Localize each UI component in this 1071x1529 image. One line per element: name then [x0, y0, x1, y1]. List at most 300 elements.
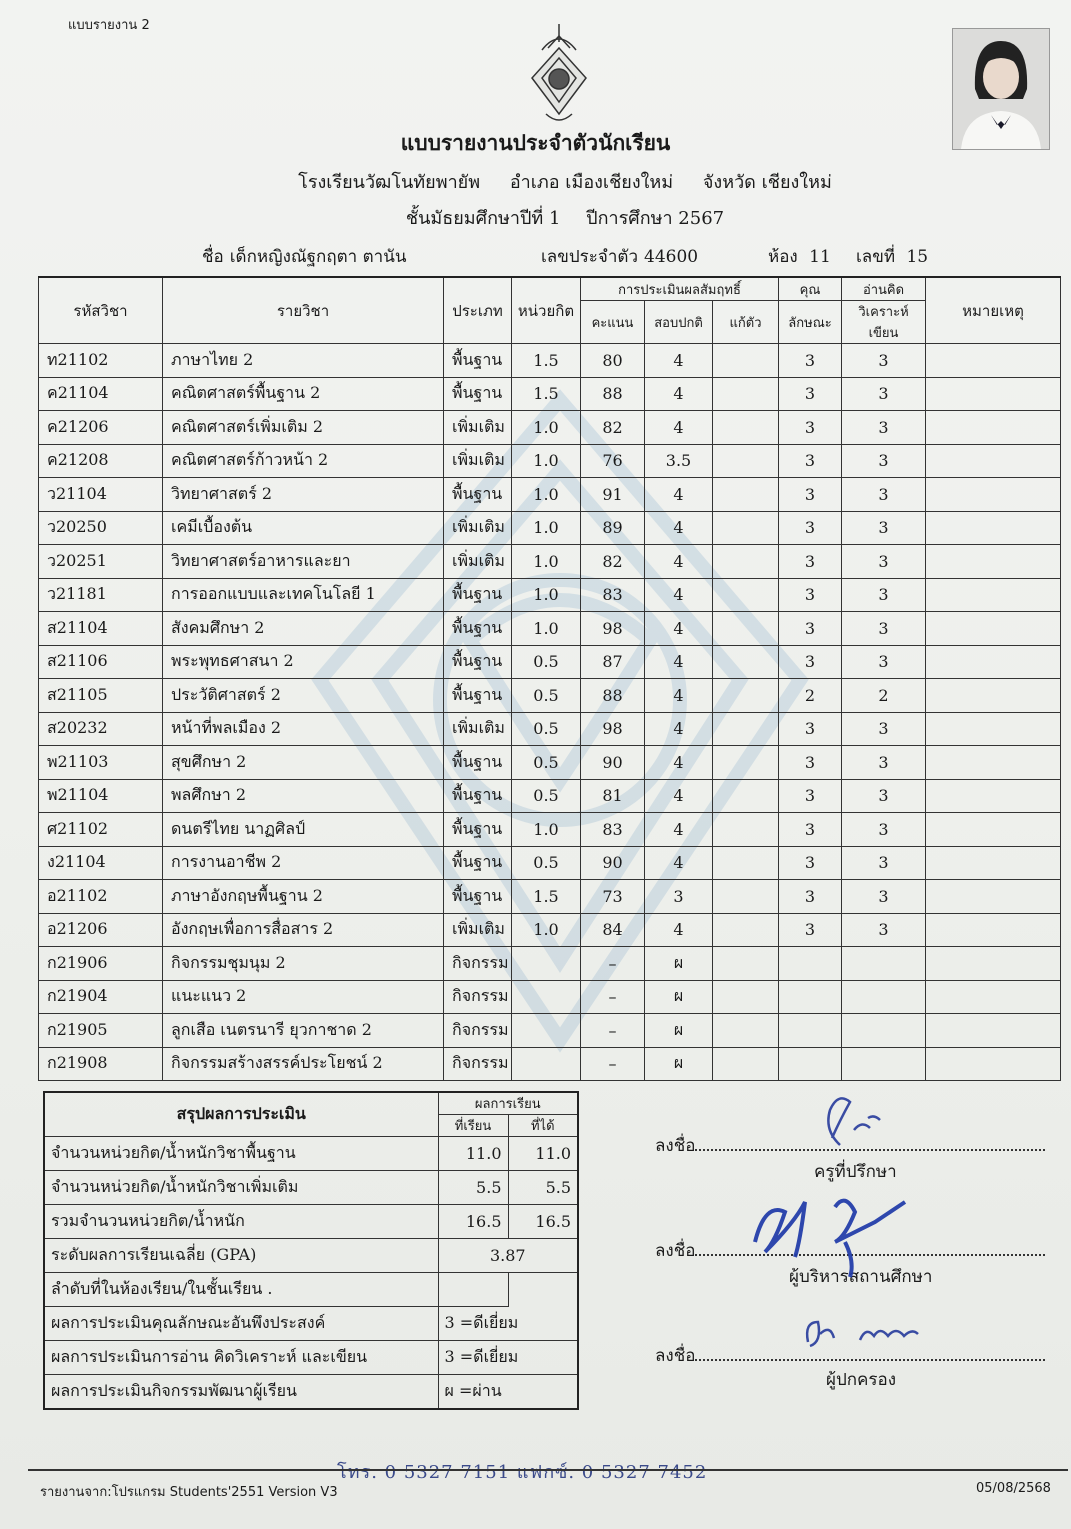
table-row: [39, 645, 1061, 679]
cell-read: 3: [842, 344, 926, 378]
cell-read: 3: [842, 478, 926, 512]
cell-char: 3: [779, 913, 842, 947]
cell-credit: 0.5: [512, 779, 581, 813]
cell-read: 3: [842, 746, 926, 780]
cell-char: 3: [779, 377, 842, 411]
cell-score: 89: [581, 511, 645, 545]
cell-score: –: [581, 1014, 645, 1048]
cell-score: 80: [581, 344, 645, 378]
cell-score: 82: [581, 545, 645, 579]
academic-year: ปีการศึกษา 2567: [586, 208, 725, 229]
header-char-2: ลักษณะ: [779, 301, 842, 344]
cell-type: พื้นฐาน: [444, 612, 512, 646]
cell-remark: [926, 846, 1061, 880]
table-row: [39, 846, 1061, 880]
cell-credit: [512, 1047, 581, 1081]
grades-table: [38, 276, 1061, 1081]
cell-retest: [713, 947, 779, 981]
cell-subject: สุขศึกษา 2: [163, 746, 444, 780]
cell-normal: 4: [645, 779, 713, 813]
cell-code: ส21106: [39, 645, 163, 679]
parent-signature: [800, 1312, 925, 1356]
student-id: 44600: [644, 247, 699, 267]
cell-read: 3: [842, 779, 926, 813]
cell-normal: ผ: [645, 947, 713, 981]
cell-score: 83: [581, 813, 645, 847]
student-name-line: [202, 243, 406, 270]
cell-retest: [713, 1014, 779, 1048]
cell-normal: 4: [645, 377, 713, 411]
table-row: [39, 444, 1061, 478]
table-row: [39, 947, 1061, 981]
header-achievement: การประเมินผลสัมฤทธิ์: [581, 277, 779, 301]
table-row: [39, 746, 1061, 780]
cell-type: กิจกรรม: [444, 1014, 512, 1048]
cell-code: อ21102: [39, 880, 163, 914]
table-row: [39, 779, 1061, 813]
cell-normal: 4: [645, 344, 713, 378]
cell-type: พื้นฐาน: [444, 578, 512, 612]
cell-retest: [713, 746, 779, 780]
cell-credit: 1.0: [512, 913, 581, 947]
table-row: [39, 344, 1061, 378]
summary-result-header: ผลการเรียน: [438, 1092, 578, 1115]
cell-normal: ผ: [645, 1014, 713, 1048]
header-remark: หมายเหตุ: [926, 277, 1061, 344]
cell-type: กิจกรรม: [444, 980, 512, 1014]
cell-code: ว21181: [39, 578, 163, 612]
cell-read: 3: [842, 712, 926, 746]
cell-retest: [713, 1047, 779, 1081]
cell-credit: 1.5: [512, 880, 581, 914]
basic-credit-enrolled: 11.0: [438, 1137, 508, 1171]
cell-credit: 0.5: [512, 846, 581, 880]
table-row: [39, 612, 1061, 646]
cell-score: 81: [581, 779, 645, 813]
summary-col-enrolled: ที่เรียน: [438, 1115, 508, 1137]
cell-score: –: [581, 1047, 645, 1081]
cell-subject: เคมีเบื้องต้น: [163, 511, 444, 545]
cell-score: –: [581, 947, 645, 981]
cell-char: 3: [779, 478, 842, 512]
cell-retest: [713, 411, 779, 445]
cell-type: พื้นฐาน: [444, 377, 512, 411]
cell-subject: พระพุทธศาสนา 2: [163, 645, 444, 679]
seat-line: [856, 243, 928, 270]
cell-remark: [926, 980, 1061, 1014]
seat-number: 15: [906, 247, 929, 267]
cell-code: ก21908: [39, 1047, 163, 1081]
cell-credit: [512, 980, 581, 1014]
cell-read: [842, 947, 926, 981]
cell-type: เพิ่มเติม: [444, 511, 512, 545]
cell-code: ว20250: [39, 511, 163, 545]
cell-credit: 1.5: [512, 344, 581, 378]
cell-char: 3: [779, 712, 842, 746]
cell-read: 3: [842, 645, 926, 679]
cell-remark: [926, 578, 1061, 612]
cell-retest: [713, 779, 779, 813]
cell-code: ค21208: [39, 444, 163, 478]
room-number: 11: [809, 247, 831, 267]
footer-rule: [28, 1469, 1068, 1471]
cell-credit: 1.0: [512, 578, 581, 612]
cell-credit: 1.0: [512, 444, 581, 478]
cell-credit: [512, 947, 581, 981]
activity-eval-label: ผลการประเมินกิจกรรมพัฒนาผู้เรียน: [44, 1375, 438, 1410]
id-label: เลขประจำตัว: [541, 247, 638, 267]
report-title: แบบรายงานประจำตัวนักเรียน: [400, 130, 671, 155]
cell-type: เพิ่มเติม: [444, 411, 512, 445]
cell-normal: 4: [645, 712, 713, 746]
form-number: แบบรายงาน 2: [68, 18, 150, 33]
cell-score: 91: [581, 478, 645, 512]
header-subject: รายวิชา: [163, 277, 444, 344]
cell-read: 3: [842, 846, 926, 880]
cell-type: พื้นฐาน: [444, 679, 512, 713]
cell-code: ก21905: [39, 1014, 163, 1048]
summary-col-earned: ที่ได้: [508, 1115, 578, 1137]
cell-credit: 1.0: [512, 478, 581, 512]
cell-remark: [926, 645, 1061, 679]
cell-score: 90: [581, 846, 645, 880]
rank-class: [438, 1273, 508, 1307]
read-eval-label: ผลการประเมินการอ่าน คิดวิเคราะห์ และเขียน: [44, 1341, 438, 1375]
cell-read: 3: [842, 612, 926, 646]
cell-credit: 0.5: [512, 645, 581, 679]
cell-code: ศ21102: [39, 813, 163, 847]
cell-remark: [926, 511, 1061, 545]
cell-retest: [713, 545, 779, 579]
cell-remark: [926, 712, 1061, 746]
cell-code: ก21906: [39, 947, 163, 981]
director-signature: [745, 1182, 915, 1282]
cell-subject: คณิตศาสตร์ก้าวหน้า 2: [163, 444, 444, 478]
cell-credit: 0.5: [512, 746, 581, 780]
cell-char: [779, 947, 842, 981]
cell-score: –: [581, 980, 645, 1014]
cell-char: 3: [779, 779, 842, 813]
cell-score: 83: [581, 578, 645, 612]
cell-code: อ21206: [39, 913, 163, 947]
cell-retest: [713, 880, 779, 914]
cell-normal: 4: [645, 411, 713, 445]
cell-remark: [926, 545, 1061, 579]
rank-label: ลำดับที่ในห้องเรียน/ในชั้นเรียน .: [44, 1273, 438, 1307]
cell-remark: [926, 478, 1061, 512]
advisor-signature: [810, 1090, 890, 1150]
cell-score: 76: [581, 444, 645, 478]
cell-subject: กิจกรรมสร้างสรรค์ประโยชน์ 2: [163, 1047, 444, 1081]
table-row: [39, 377, 1061, 411]
cell-code: ว20251: [39, 545, 163, 579]
cell-code: ก21904: [39, 980, 163, 1014]
extra-credit-label: จำนวนหน่วยกิต/น้ำหนักวิชาเพิ่มเติม: [44, 1171, 438, 1205]
cell-credit: 1.0: [512, 612, 581, 646]
cell-subject: คณิตศาสตร์เพิ่มเติม 2: [163, 411, 444, 445]
cell-remark: [926, 880, 1061, 914]
cell-score: 88: [581, 679, 645, 713]
cell-subject: การงานอาชีพ 2: [163, 846, 444, 880]
cell-normal: 4: [645, 645, 713, 679]
cell-char: 3: [779, 411, 842, 445]
cell-type: พื้นฐาน: [444, 746, 512, 780]
cell-normal: 4: [645, 813, 713, 847]
char-eval-label: ผลการประเมินคุณลักษณะอันพึงประสงค์: [44, 1307, 438, 1341]
read-eval-value: 3 =ดีเยี่ยม: [438, 1341, 578, 1375]
cell-char: 3: [779, 344, 842, 378]
student-name: เด็กหญิงณัฐกฤตา ตานัน: [229, 247, 407, 267]
cell-remark: [926, 947, 1061, 981]
cell-retest: [713, 478, 779, 512]
cell-code: ว21104: [39, 478, 163, 512]
cell-score: 84: [581, 913, 645, 947]
cell-credit: 1.0: [512, 813, 581, 847]
table-row: [39, 813, 1061, 847]
cell-remark: [926, 344, 1061, 378]
table-row: [39, 578, 1061, 612]
extra-credit-earned: 5.5: [508, 1171, 578, 1205]
cell-char: 3: [779, 444, 842, 478]
advisor-role: ครูที่ปรึกษา: [814, 1162, 897, 1182]
cell-score: 98: [581, 712, 645, 746]
table-row: [39, 511, 1061, 545]
cell-credit: 1.0: [512, 411, 581, 445]
cell-read: [842, 1014, 926, 1048]
cell-code: พ21104: [39, 779, 163, 813]
cell-subject: ภาษาอังกฤษพื้นฐาน 2: [163, 880, 444, 914]
cell-code: พ21103: [39, 746, 163, 780]
cell-type: กิจกรรม: [444, 947, 512, 981]
summary-title: สรุปผลการประเมิน: [44, 1092, 438, 1137]
cell-read: 3: [842, 578, 926, 612]
room-label: ห้อง: [768, 247, 798, 267]
cell-read: 3: [842, 880, 926, 914]
cell-subject: ภาษาไทย 2: [163, 344, 444, 378]
cell-read: [842, 980, 926, 1014]
cell-score: 88: [581, 377, 645, 411]
summary-table: [43, 1091, 579, 1410]
rank-grade: [508, 1273, 578, 1307]
cell-subject: วิทยาศาสตร์อาหารและยา: [163, 545, 444, 579]
cell-char: [779, 1014, 842, 1048]
director-sign-label: ลงชื่อ: [655, 1241, 696, 1261]
cell-type: พื้นฐาน: [444, 344, 512, 378]
cell-code: ค21104: [39, 377, 163, 411]
cell-subject: ประวัติศาสตร์ 2: [163, 679, 444, 713]
cell-read: 3: [842, 444, 926, 478]
cell-retest: [713, 444, 779, 478]
cell-char: [779, 980, 842, 1014]
total-credit-earned: 16.5: [508, 1205, 578, 1239]
table-row: [39, 478, 1061, 512]
cell-char: [779, 1047, 842, 1081]
cell-type: พื้นฐาน: [444, 813, 512, 847]
school-phone: โทร. 0 5327 7151 แฟกซ์. 0 5327 7452: [337, 1462, 708, 1483]
footer-date: 05/08/2568: [976, 1481, 1051, 1496]
cell-char: 2: [779, 679, 842, 713]
cell-subject: วิทยาศาสตร์ 2: [163, 478, 444, 512]
cell-credit: 1.0: [512, 545, 581, 579]
header-char-1: คุณ: [779, 277, 842, 301]
gpa-label: ระดับผลการเรียนเฉลี่ย (GPA): [44, 1239, 438, 1273]
table-row: [39, 679, 1061, 713]
activity-eval-value: ผ =ผ่าน: [438, 1375, 578, 1410]
cell-normal: 4: [645, 612, 713, 646]
total-credit-enrolled: 16.5: [438, 1205, 508, 1239]
cell-remark: [926, 1014, 1061, 1048]
cell-remark: [926, 377, 1061, 411]
student-id-line: [541, 243, 698, 270]
school-emblem-icon: [528, 22, 590, 128]
cell-subject: การออกแบบและเทคโนโลยี 1: [163, 578, 444, 612]
grade-line: [0, 203, 1071, 232]
cell-type: กิจกรรม: [444, 1047, 512, 1081]
province-name: จังหวัด เชียงใหม่: [702, 172, 832, 193]
cell-read: [842, 1047, 926, 1081]
cell-normal: 4: [645, 578, 713, 612]
cell-char: 3: [779, 578, 842, 612]
cell-normal: 4: [645, 679, 713, 713]
cell-normal: ผ: [645, 1047, 713, 1081]
cell-remark: [926, 444, 1061, 478]
footer-program: รายงานจาก:โปรแกรม Students'2551 Version V3: [40, 1485, 338, 1500]
cell-char: 3: [779, 746, 842, 780]
cell-char: 3: [779, 545, 842, 579]
cell-retest: [713, 511, 779, 545]
cell-subject: สังคมศึกษา 2: [163, 612, 444, 646]
school-name: โรงเรียนวัฒโนทัยพายัพ: [298, 172, 481, 193]
cell-type: พื้นฐาน: [444, 880, 512, 914]
cell-type: เพิ่มเติม: [444, 545, 512, 579]
cell-remark: [926, 913, 1061, 947]
cell-normal: 4: [645, 545, 713, 579]
cell-retest: [713, 846, 779, 880]
cell-code: ส20232: [39, 712, 163, 746]
cell-char: 3: [779, 612, 842, 646]
cell-type: เพิ่มเติม: [444, 712, 512, 746]
cell-read: 3: [842, 511, 926, 545]
cell-subject: อังกฤษเพื่อการสื่อสาร 2: [163, 913, 444, 947]
cell-normal: 4: [645, 846, 713, 880]
cell-type: เพิ่มเติม: [444, 444, 512, 478]
cell-code: ง21104: [39, 846, 163, 880]
cell-code: ส21105: [39, 679, 163, 713]
cell-subject: พลศึกษา 2: [163, 779, 444, 813]
table-row: [39, 913, 1061, 947]
cell-credit: 0.5: [512, 712, 581, 746]
header-score: คะแนน: [581, 301, 645, 344]
seat-label: เลขที่: [856, 247, 896, 267]
cell-subject: หน้าที่พลเมือง 2: [163, 712, 444, 746]
cell-retest: [713, 679, 779, 713]
cell-retest: [713, 813, 779, 847]
school-line: [0, 167, 1071, 196]
total-credit-label: รวมจำนวนหน่วยกิต/น้ำหนัก: [44, 1205, 438, 1239]
cell-subject: แนะแนว 2: [163, 980, 444, 1014]
table-row: [39, 411, 1061, 445]
cell-read: 2: [842, 679, 926, 713]
cell-type: พื้นฐาน: [444, 779, 512, 813]
cell-remark: [926, 1047, 1061, 1081]
header-read-1: อ่านคิด: [842, 277, 926, 301]
cell-subject: ลูกเสือ เนตรนารี ยุวกาชาด 2: [163, 1014, 444, 1048]
cell-code: ท21102: [39, 344, 163, 378]
table-row: [39, 880, 1061, 914]
parent-sign-label: ลงชื่อ: [655, 1346, 696, 1366]
director-role: ผู้บริหารสถานศึกษา: [789, 1267, 933, 1287]
cell-normal: 3.5: [645, 444, 713, 478]
cell-read: 3: [842, 813, 926, 847]
gpa-value: 3.87: [438, 1239, 578, 1273]
cell-char: 3: [779, 511, 842, 545]
cell-score: 87: [581, 645, 645, 679]
cell-credit: 1.0: [512, 511, 581, 545]
cell-normal: 3: [645, 880, 713, 914]
cell-subject: คณิตศาสตร์พื้นฐาน 2: [163, 377, 444, 411]
cell-remark: [926, 813, 1061, 847]
cell-type: พื้นฐาน: [444, 846, 512, 880]
cell-char: 3: [779, 645, 842, 679]
cell-char: 3: [779, 846, 842, 880]
basic-credit-label: จำนวนหน่วยกิต/น้ำหนักวิชาพื้นฐาน: [44, 1137, 438, 1171]
cell-code: ส21104: [39, 612, 163, 646]
cell-subject: กิจกรรมชุมนุม 2: [163, 947, 444, 981]
cell-remark: [926, 411, 1061, 445]
cell-score: 82: [581, 411, 645, 445]
extra-credit-enrolled: 5.5: [438, 1171, 508, 1205]
header-type: ประเภท: [444, 277, 512, 344]
cell-read: 3: [842, 913, 926, 947]
cell-normal: 4: [645, 913, 713, 947]
header-normal: สอบปกติ: [645, 301, 713, 344]
basic-credit-earned: 11.0: [508, 1137, 578, 1171]
cell-remark: [926, 612, 1061, 646]
cell-credit: [512, 1014, 581, 1048]
header-read-2: วิเคราะห์เขียน: [842, 301, 926, 344]
cell-read: 3: [842, 377, 926, 411]
grade-level: ชั้นมัธยมศึกษาปีที่ 1: [405, 208, 561, 229]
cell-retest: [713, 980, 779, 1014]
cell-char: 3: [779, 813, 842, 847]
cell-normal: 4: [645, 746, 713, 780]
header-retest: แก้ตัว: [713, 301, 779, 344]
advisor-sign-label: ลงชื่อ: [655, 1136, 696, 1156]
cell-type: พื้นฐาน: [444, 478, 512, 512]
cell-retest: [713, 645, 779, 679]
table-row: [39, 1014, 1061, 1048]
name-label: ชื่อ: [202, 247, 224, 267]
cell-score: 73: [581, 880, 645, 914]
cell-normal: 4: [645, 511, 713, 545]
table-row: [39, 545, 1061, 579]
header-credit: หน่วยกิต: [512, 277, 581, 344]
cell-normal: ผ: [645, 980, 713, 1014]
char-eval-value: 3 =ดีเยี่ยม: [438, 1307, 578, 1341]
cell-retest: [713, 712, 779, 746]
cell-read: 3: [842, 545, 926, 579]
table-row: [39, 712, 1061, 746]
cell-score: 90: [581, 746, 645, 780]
cell-subject: ดนตรีไทย นาฏศิลป์: [163, 813, 444, 847]
parent-role: ผู้ปกครอง: [826, 1370, 897, 1390]
cell-read: 3: [842, 411, 926, 445]
cell-retest: [713, 578, 779, 612]
cell-retest: [713, 612, 779, 646]
header-code: รหัสวิชา: [39, 277, 163, 344]
table-row: [39, 980, 1061, 1014]
cell-normal: 4: [645, 478, 713, 512]
